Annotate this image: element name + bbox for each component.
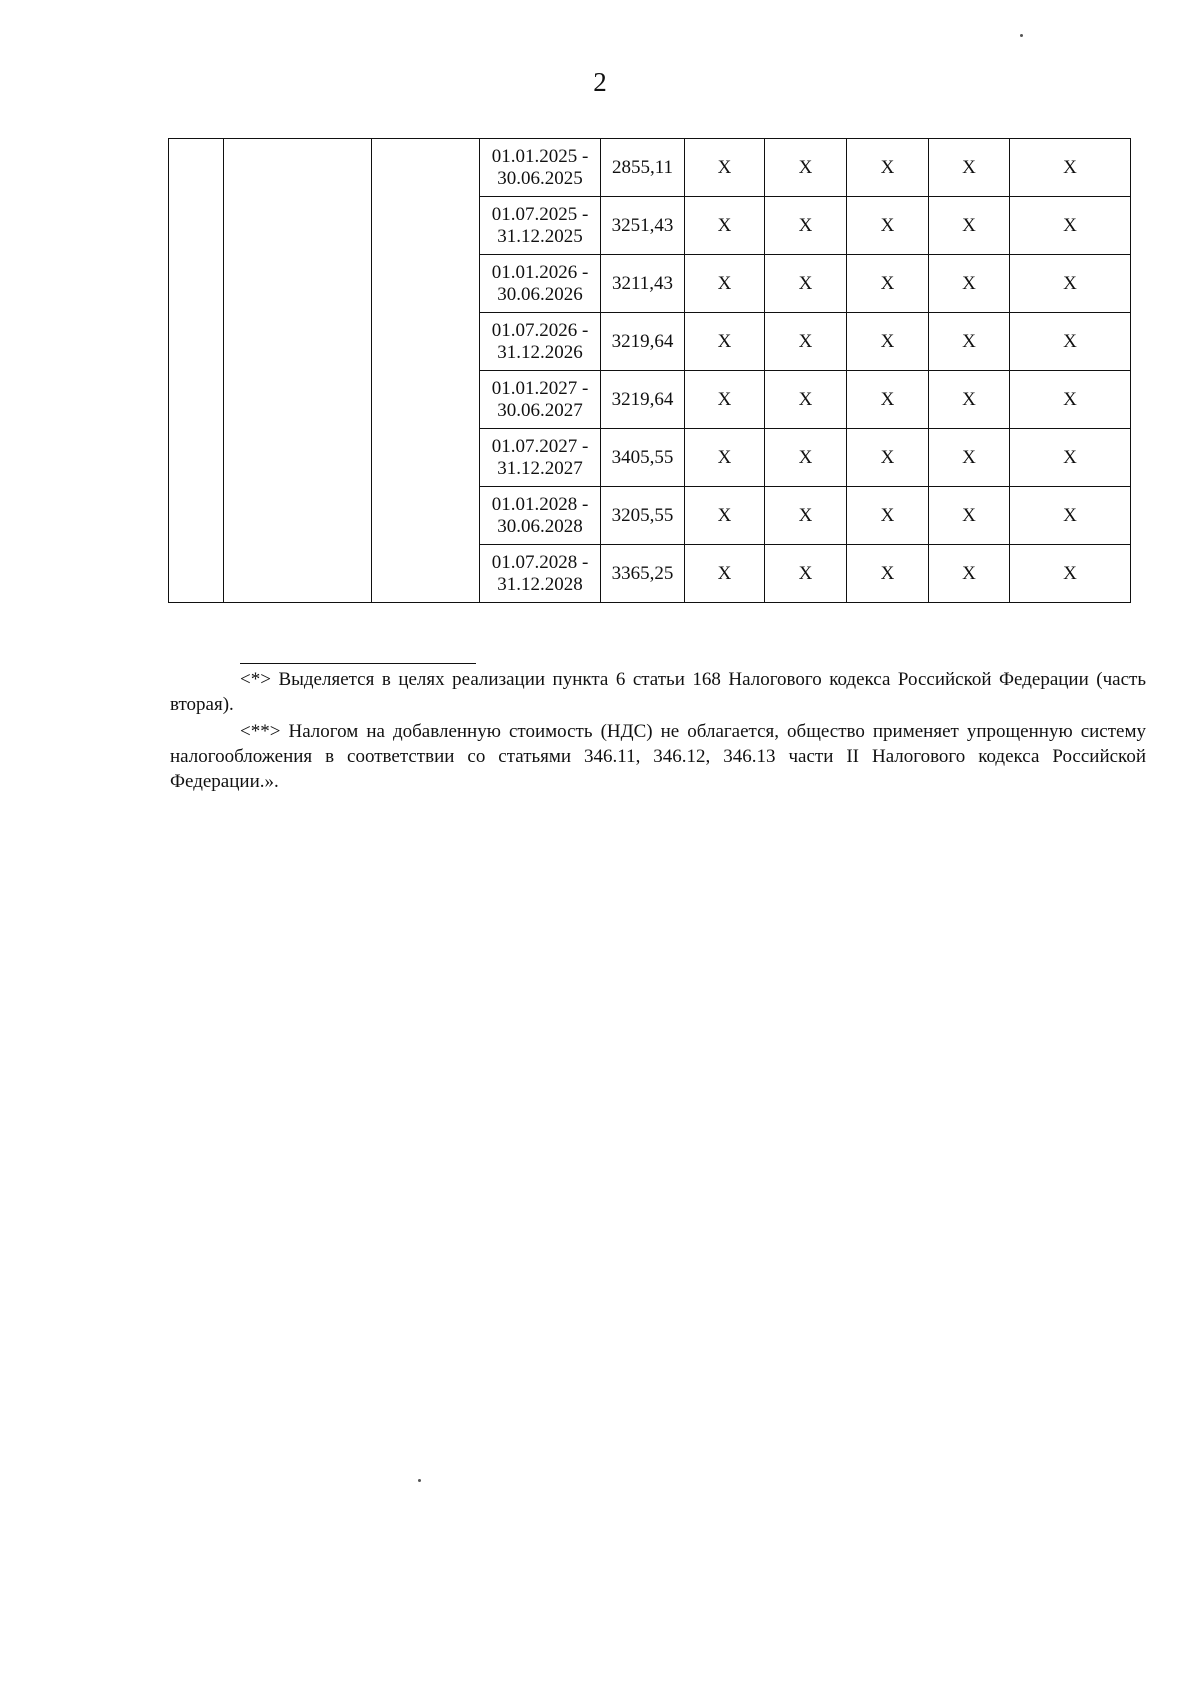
x-mark-cell: Х bbox=[1010, 371, 1131, 429]
x-mark-cell: Х bbox=[929, 139, 1010, 197]
period-start: 01.07.2026 - bbox=[491, 319, 589, 341]
x-mark-cell: Х bbox=[929, 255, 1010, 313]
x-mark-cell: Х bbox=[685, 255, 765, 313]
x-mark-cell: Х bbox=[1010, 545, 1131, 603]
value-cell: 3211,43 bbox=[601, 255, 685, 313]
x-mark-cell: Х bbox=[765, 313, 847, 371]
empty-merged-cell-2 bbox=[224, 139, 372, 603]
period-start: 01.07.2027 - bbox=[491, 435, 589, 457]
x-mark-cell: Х bbox=[685, 197, 765, 255]
period-start: 01.01.2026 - bbox=[491, 261, 589, 283]
x-mark-cell: Х bbox=[1010, 197, 1131, 255]
period-end: 30.06.2027 bbox=[497, 399, 583, 421]
footnotes bbox=[170, 667, 1146, 796]
x-mark-cell: Х bbox=[847, 371, 929, 429]
x-mark-cell: Х bbox=[685, 313, 765, 371]
period-cell bbox=[480, 255, 601, 313]
x-mark-cell: Х bbox=[765, 255, 847, 313]
x-mark-cell: Х bbox=[929, 313, 1010, 371]
period-cell bbox=[480, 139, 601, 197]
x-mark-cell: Х bbox=[929, 197, 1010, 255]
period-end: 30.06.2025 bbox=[497, 167, 583, 189]
x-mark-cell: Х bbox=[765, 545, 847, 603]
period-cell bbox=[480, 313, 601, 371]
footnote-vat-allocated: <*> Выделяется в целях реализации пункта 6 статьи 168 Налогового кодекса Российской Федерации (часть вторая). bbox=[170, 669, 1146, 715]
value-cell: 3219,64 bbox=[601, 313, 685, 371]
x-mark-cell: Х bbox=[765, 197, 847, 255]
period-end: 30.06.2026 bbox=[497, 283, 583, 305]
period-start: 01.01.2025 - bbox=[491, 145, 589, 167]
period-end: 31.12.2025 bbox=[497, 225, 583, 247]
value-cell: 3365,25 bbox=[601, 545, 685, 603]
empty-merged-cell-3 bbox=[372, 139, 480, 603]
period-start: 01.07.2028 - bbox=[491, 551, 589, 573]
value-cell: 3205,55 bbox=[601, 487, 685, 545]
x-mark-cell: Х bbox=[929, 545, 1010, 603]
x-mark-cell: Х bbox=[929, 429, 1010, 487]
x-mark-cell: Х bbox=[847, 429, 929, 487]
x-mark-cell: Х bbox=[847, 545, 929, 603]
empty-merged-cell-1 bbox=[169, 139, 224, 603]
period-cell bbox=[480, 371, 601, 429]
x-mark-cell: Х bbox=[765, 487, 847, 545]
x-mark-cell: Х bbox=[685, 545, 765, 603]
x-mark-cell: Х bbox=[1010, 255, 1131, 313]
x-mark-cell: Х bbox=[1010, 487, 1131, 545]
table-row bbox=[169, 139, 1131, 197]
x-mark-cell: Х bbox=[847, 197, 929, 255]
x-mark-cell: Х bbox=[685, 487, 765, 545]
period-start: 01.01.2028 - bbox=[491, 493, 589, 515]
x-mark-cell: Х bbox=[847, 255, 929, 313]
x-mark-cell: Х bbox=[847, 313, 929, 371]
value-cell: 3251,43 bbox=[601, 197, 685, 255]
period-start: 01.01.2027 - bbox=[491, 377, 589, 399]
period-cell bbox=[480, 487, 601, 545]
scan-speck bbox=[1020, 34, 1023, 37]
x-mark-cell: Х bbox=[1010, 429, 1131, 487]
value-cell: 2855,11 bbox=[601, 139, 685, 197]
period-end: 31.12.2026 bbox=[497, 341, 583, 363]
value-cell: 3405,55 bbox=[601, 429, 685, 487]
period-end: 31.12.2028 bbox=[497, 573, 583, 595]
x-mark-cell: Х bbox=[765, 429, 847, 487]
period-cell bbox=[480, 429, 601, 487]
tariff-table bbox=[168, 138, 1131, 603]
x-mark-cell: Х bbox=[847, 139, 929, 197]
page-number: 2 bbox=[593, 67, 607, 97]
period-end: 30.06.2028 bbox=[497, 515, 583, 537]
x-mark-cell: Х bbox=[1010, 313, 1131, 371]
x-mark-cell: Х bbox=[685, 139, 765, 197]
x-mark-cell: Х bbox=[685, 429, 765, 487]
scan-speck bbox=[418, 1479, 421, 1482]
x-mark-cell: Х bbox=[1010, 139, 1131, 197]
x-mark-cell: Х bbox=[765, 139, 847, 197]
x-mark-cell: Х bbox=[929, 487, 1010, 545]
period-cell bbox=[480, 197, 601, 255]
period-end: 31.12.2027 bbox=[497, 457, 583, 479]
value-cell: 3219,64 bbox=[601, 371, 685, 429]
period-cell bbox=[480, 545, 601, 603]
x-mark-cell: Х bbox=[929, 371, 1010, 429]
x-mark-cell: Х bbox=[685, 371, 765, 429]
footnote-separator bbox=[240, 663, 476, 664]
x-mark-cell: Х bbox=[847, 487, 929, 545]
period-start: 01.07.2025 - bbox=[491, 203, 589, 225]
x-mark-cell: Х bbox=[765, 371, 847, 429]
footnote-vat-exempt: <**> Налогом на добавленную стоимость (НДС) не облагается, общество применяет упрощенную систему налогообложения в соответствии со статьями 346.11, 346.12, 346.13 части II Налогового кодекса Российской Федерации.». bbox=[170, 721, 1146, 792]
